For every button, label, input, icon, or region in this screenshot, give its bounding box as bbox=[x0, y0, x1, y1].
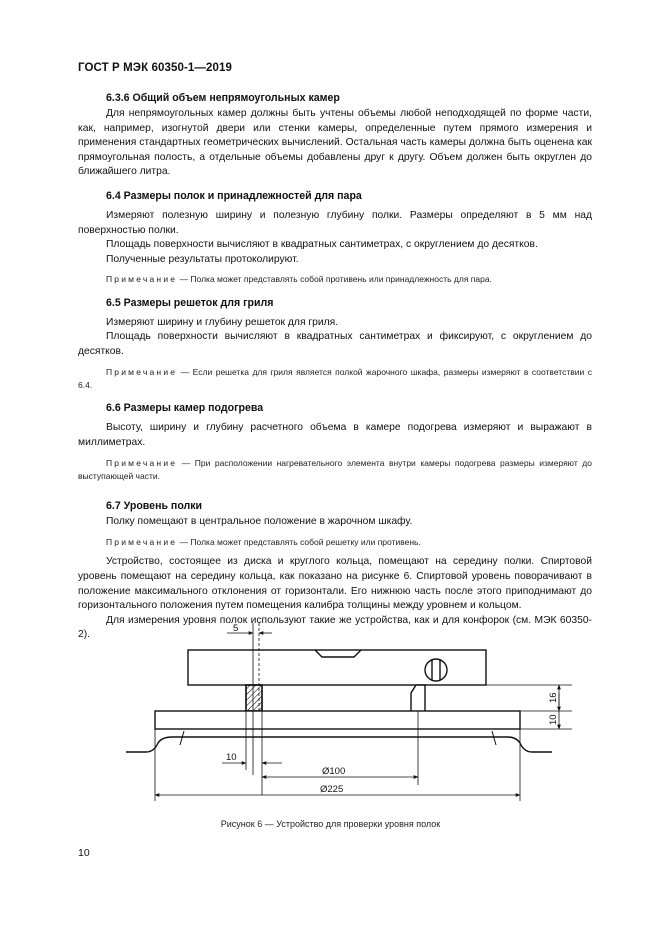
dim-wall-width: 10 bbox=[226, 752, 237, 763]
section-6-7-title: 6.7 Уровень полки bbox=[106, 500, 203, 513]
section-6-4-p1: Измеряют полезную ширину и полезную глубину полки. Размеры определяют в 5 мм над поверхностью полки. bbox=[78, 209, 592, 236]
disk bbox=[155, 711, 520, 729]
spirit-level bbox=[188, 650, 486, 685]
section-6-4-title: 6.4 Размеры полок и принадлежностей для пара bbox=[106, 189, 362, 202]
section-6-3-6-title: 6.3.6 Общий объем непрямоугольных камер bbox=[106, 92, 340, 104]
note-text: — Полка может представлять собой противень или принадлежность для пара. bbox=[177, 274, 492, 285]
note-text: — При расположении нагревательного элемента внутри камеры подогрева размеры измеряют до выступающей части. bbox=[78, 457, 592, 481]
section-6-6-title: 6.6 Размеры камер подогрева bbox=[106, 402, 264, 415]
section-6-3-6-text: Для непрямоугольных камер должны быть учтены объемы любой неподходящей по форме части, как, например, изогнутой двери или стенки камеры, определенные путем прямого измерения и применения стандартных геометрических вычислений. Остальная часть камеры должна быть оценена как прямоугольная полость, а отдельные объемы добавлены друг к другу. Объем должен быть округлен до ближайшего литра. bbox=[78, 108, 592, 178]
page-number: 10 bbox=[78, 847, 90, 859]
section-6-7-p1: Полку помещают в центральное положение в жарочном шкафу. bbox=[106, 516, 413, 528]
note-text: — Полка может представлять собой решетку или противень. bbox=[177, 536, 421, 547]
note-text: — Если решетка для гриля является полкой жарочного шкафа, размеры измеряют в соответствии с 6.4. bbox=[78, 366, 592, 390]
dim-top-gap: 5 bbox=[233, 623, 239, 634]
dim-disk-diameter: Ø225 bbox=[320, 784, 344, 795]
note-label: Примечание bbox=[106, 536, 178, 547]
section-6-4-note bbox=[78, 273, 592, 286]
note-label: Примечание bbox=[106, 457, 178, 468]
section-6-6-note bbox=[78, 457, 592, 484]
dim-disk-thickness: 10 bbox=[548, 714, 559, 725]
ring bbox=[246, 685, 425, 711]
figure-caption: Рисунок 6 — Устройство для проверки уровня полок bbox=[220, 819, 441, 829]
level-device-svg bbox=[122, 615, 582, 805]
section-6-4-p3: Полученные результаты протоколируют. bbox=[106, 253, 299, 265]
section-6-4-p2: Площадь поверхности вычисляют в квадратных сантиметрах, с округлением до десятков. bbox=[106, 239, 538, 251]
note-label: Примечание bbox=[106, 366, 178, 377]
dim-ring-height: 16 bbox=[548, 692, 559, 703]
section-6-5-p1: Измеряют ширину и глубину решеток для гриля. bbox=[106, 316, 339, 328]
figure-6-drawing bbox=[122, 615, 582, 805]
section-6-7-p2: Устройство, состоящее из диска и круглого кольца, помещают на середину полки. Спиртовой уровень помещают на середину кольца, как показано на рисунке 6. Спиртовой уровень поворачивают в положение максимального отклонения от горизонтали. Его нижнюю часть после этого приподнимают до горизонтального положения путем помещения калибра толщины между уровнем и кольцом. bbox=[78, 556, 592, 612]
section-6-5-title: 6.5 Размеры решеток для гриля bbox=[106, 296, 274, 309]
section-6-7-note bbox=[78, 536, 592, 549]
section-6-5-note bbox=[78, 366, 592, 393]
section-6-5-p2: Площадь поверхности вычисляют в квадратных сантиметрах и фиксируют, с округлением до десятков. bbox=[78, 331, 592, 357]
shelf bbox=[126, 731, 552, 752]
note-label: Примечание bbox=[106, 274, 178, 285]
standard-header: ГОСТ Р МЭК 60350-1—2019 bbox=[78, 62, 232, 74]
section-6-7-p3: Для измерения уровня полок используют такие же устройства, как и для конфорок (см. МЭК 60350-2). bbox=[78, 614, 592, 641]
dim-ring-diameter: Ø100 bbox=[322, 766, 346, 777]
document-body bbox=[78, 91, 592, 643]
section-6-6-p1: Высоту, ширину и глубину расчетного объема в камере подогрева измеряют и выражают в миллиметрах. bbox=[78, 422, 592, 448]
